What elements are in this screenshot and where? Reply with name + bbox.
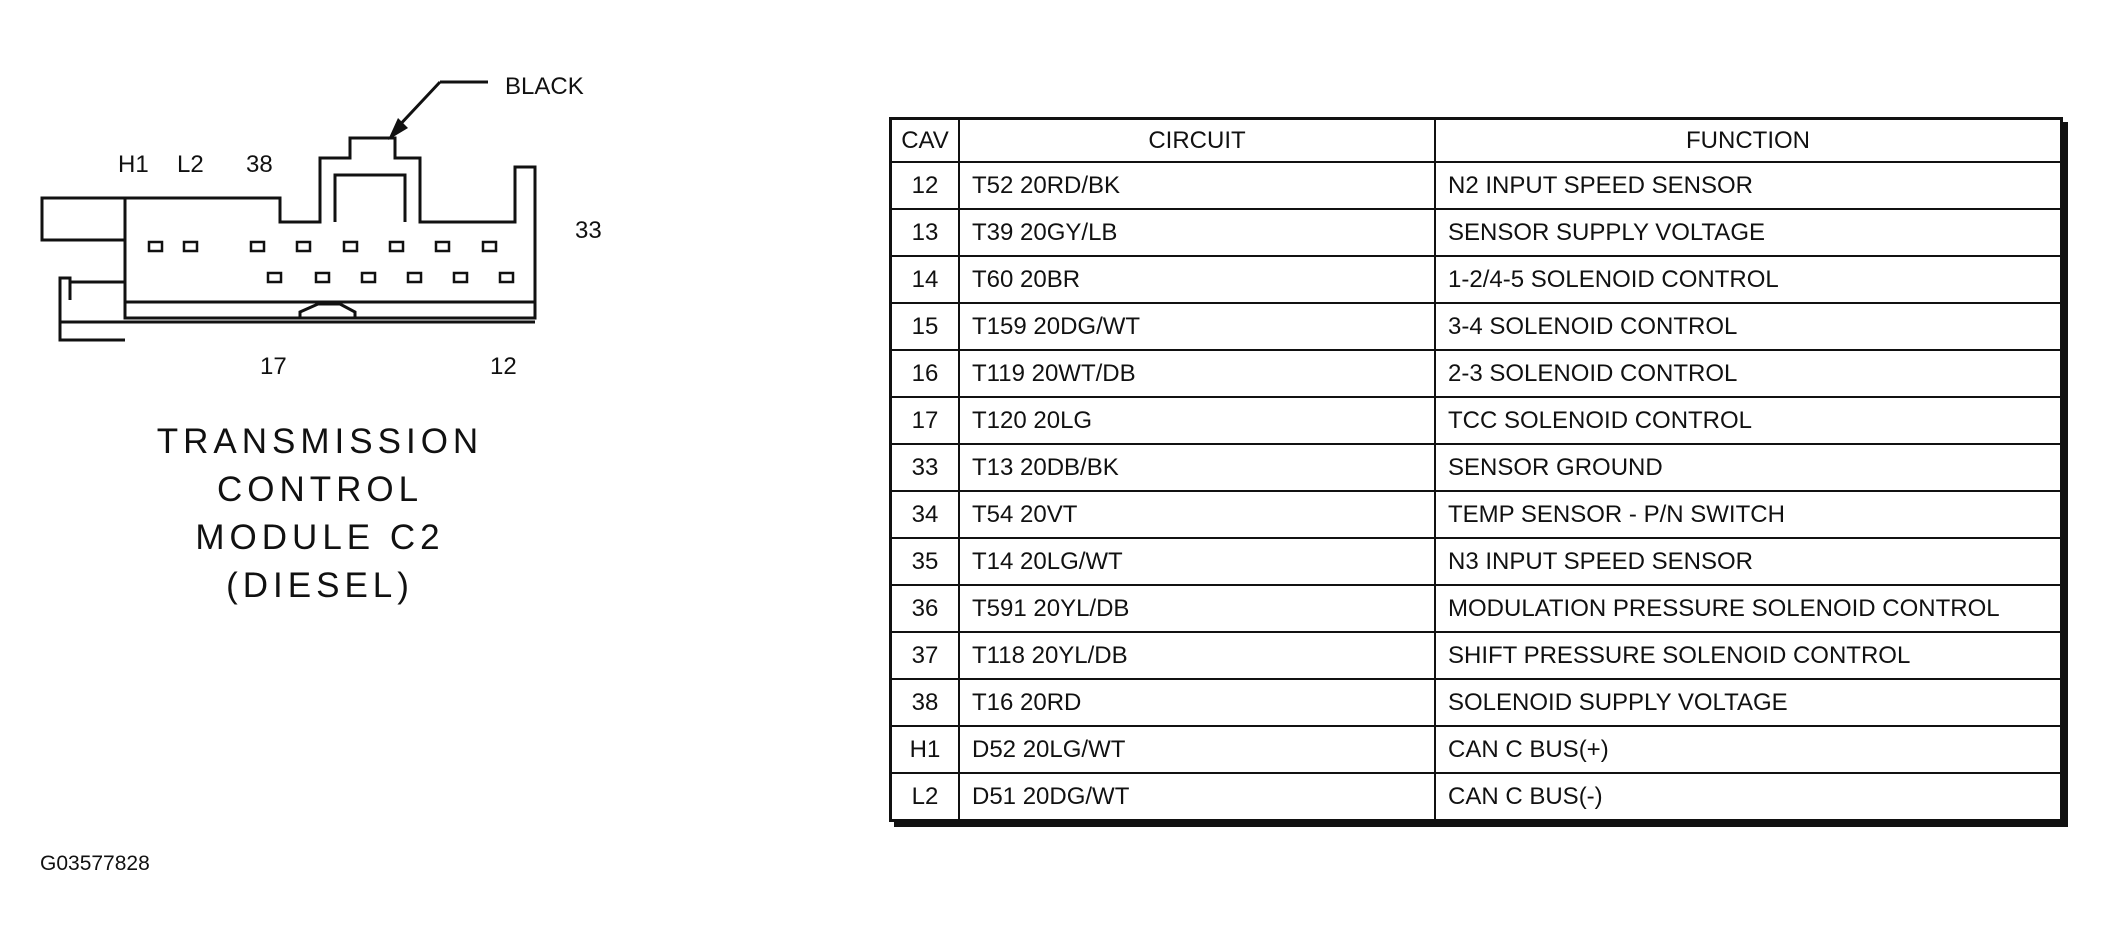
cell-circuit: T119 20WT/DB [959, 350, 1435, 397]
pin-label-17: 17 [260, 353, 287, 380]
cell-cav: 15 [891, 303, 960, 350]
table-row [891, 679, 2062, 726]
header-function: FUNCTION [1435, 119, 2062, 163]
cell-circuit: T60 20BR [959, 256, 1435, 303]
table-row [891, 397, 2062, 444]
cell-circuit: T591 20YL/DB [959, 585, 1435, 632]
cell-function: 1-2/4-5 SOLENOID CONTROL [1435, 256, 2062, 303]
cell-function: MODULATION PRESSURE SOLENOID CONTROL [1435, 585, 2062, 632]
cell-cav: 34 [891, 491, 960, 538]
cell-circuit: T54 20VT [959, 491, 1435, 538]
cell-circuit: T118 20YL/DB [959, 632, 1435, 679]
connector-title [140, 418, 500, 610]
cell-circuit: D51 20DG/WT [959, 773, 1435, 821]
table-row [891, 350, 2062, 397]
cavity-row-bottom [268, 273, 513, 282]
pin-label-33: 33 [575, 217, 602, 244]
table-header-row [891, 119, 2062, 163]
cell-function: 3-4 SOLENOID CONTROL [1435, 303, 2062, 350]
cell-cav: 35 [891, 538, 960, 585]
cell-circuit: T39 20GY/LB [959, 209, 1435, 256]
cell-cav: 16 [891, 350, 960, 397]
cell-function: CAN C BUS(+) [1435, 726, 2062, 773]
cell-cav: H1 [891, 726, 960, 773]
connector-body [42, 82, 535, 340]
cell-function: SHIFT PRESSURE SOLENOID CONTROL [1435, 632, 2062, 679]
cell-cav: 38 [891, 679, 960, 726]
cell-cav: 36 [891, 585, 960, 632]
table-row [891, 773, 2062, 821]
connector-title-line: MODULE C2 [195, 518, 445, 557]
connector-title-line: (DIESEL) [226, 566, 414, 605]
cell-function: TEMP SENSOR - P/N SWITCH [1435, 491, 2062, 538]
cell-function: SOLENOID SUPPLY VOLTAGE [1435, 679, 2062, 726]
table-row [891, 491, 2062, 538]
wire-color-label: BLACK [505, 73, 584, 100]
table-row [891, 444, 2062, 491]
table-row [891, 209, 2062, 256]
pin-label-38: 38 [246, 151, 273, 178]
cell-circuit: T159 20DG/WT [959, 303, 1435, 350]
connector-title-line: CONTROL [216, 470, 424, 509]
table-row [891, 538, 2062, 585]
pin-label-l2: L2 [177, 151, 204, 178]
cavity-row-top [149, 242, 496, 251]
table-row [891, 632, 2062, 679]
table-row [891, 726, 2062, 773]
connector-title-line: TRANSMISSION [156, 422, 484, 461]
cell-circuit: D52 20LG/WT [959, 726, 1435, 773]
cell-function: CAN C BUS(-) [1435, 773, 2062, 821]
cell-cav: 13 [891, 209, 960, 256]
cell-function: TCC SOLENOID CONTROL [1435, 397, 2062, 444]
header-circuit: CIRCUIT [959, 119, 1435, 163]
cell-function: SENSOR SUPPLY VOLTAGE [1435, 209, 2062, 256]
cell-cav: 33 [891, 444, 960, 491]
pin-label-h1: H1 [118, 151, 149, 178]
cell-cav: L2 [891, 773, 960, 821]
header-cav: CAV [891, 119, 960, 163]
figure-id: G03577828 [40, 852, 150, 875]
cell-circuit: T13 20DB/BK [959, 444, 1435, 491]
table-row [891, 256, 2062, 303]
cell-cav: 17 [891, 397, 960, 444]
cell-circuit: T120 20LG [959, 397, 1435, 444]
table-row [891, 585, 2062, 632]
cell-circuit: T52 20RD/BK [959, 162, 1435, 209]
cell-function: N2 INPUT SPEED SENSOR [1435, 162, 2062, 209]
cell-function: N3 INPUT SPEED SENSOR [1435, 538, 2062, 585]
cell-cav: 14 [891, 256, 960, 303]
cell-circuit: T14 20LG/WT [959, 538, 1435, 585]
pin-label-12: 12 [490, 353, 517, 380]
cell-function: SENSOR GROUND [1435, 444, 2062, 491]
table-row [891, 162, 2062, 209]
pinout-table [889, 117, 2063, 822]
cell-circuit: T16 20RD [959, 679, 1435, 726]
cell-cav: 37 [891, 632, 960, 679]
cell-function: 2-3 SOLENOID CONTROL [1435, 350, 2062, 397]
cell-cav: 12 [891, 162, 960, 209]
table-row [891, 303, 2062, 350]
